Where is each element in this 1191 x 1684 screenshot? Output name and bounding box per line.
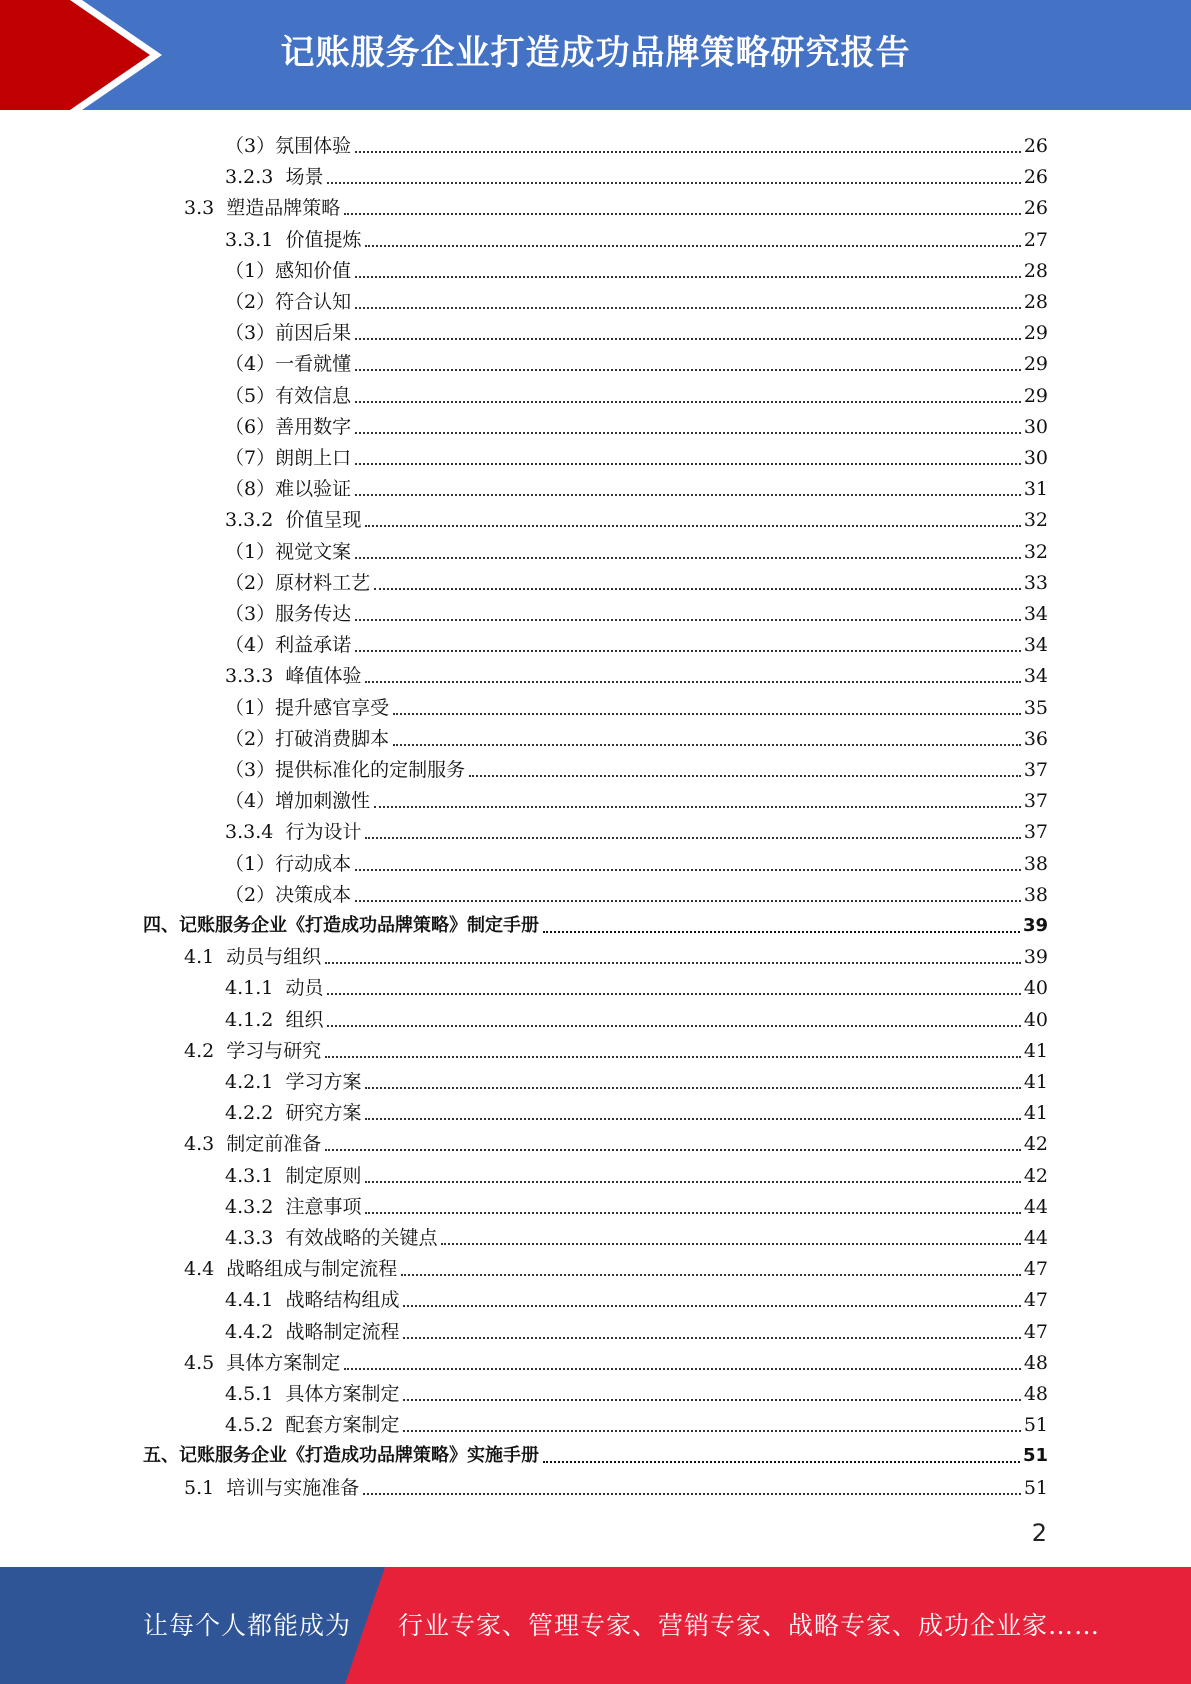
toc-entry-label: 制定原则: [285, 1164, 362, 1187]
toc-entry[interactable]: [225, 1406, 1048, 1437]
toc-entry-number: （3）: [225, 135, 276, 157]
toc-entry-label: 符合认知: [275, 291, 352, 313]
toc-entry-page: 51: [1023, 1476, 1048, 1499]
toc-dot-leader: [365, 1181, 1020, 1183]
toc-entry[interactable]: [225, 283, 1048, 314]
toc-entry-number: （2）: [225, 727, 276, 750]
toc-entry-label: 学习与研究: [226, 1039, 322, 1062]
toc-entry-page: 44: [1023, 1227, 1048, 1249]
toc-entry-number: 4.3.3: [225, 1227, 286, 1249]
toc-entry-label: 善用数字: [275, 415, 352, 438]
toc-entry-page: 32: [1023, 509, 1048, 532]
toc-entry-label: 氛围体验: [275, 135, 352, 157]
page-number: 2: [1031, 1519, 1047, 1547]
toc-dot-leader: [355, 338, 1021, 340]
toc-entry-label: 战略组成与制定流程: [226, 1258, 398, 1281]
toc-entry[interactable]: [225, 595, 1048, 626]
toc-dot-leader: [365, 1118, 1020, 1120]
toc-entry-number: （2）: [225, 571, 276, 594]
toc-entry[interactable]: [225, 751, 1048, 782]
toc-entry-label: 具体方案制定: [226, 1351, 341, 1374]
toc-entry-number: 5.1: [184, 1476, 227, 1499]
toc-entry[interactable]: [225, 626, 1048, 657]
toc-dot-leader: [355, 869, 1021, 871]
toc-entry-label: 有效信息: [275, 384, 352, 407]
toc-entry-label: 行动成本: [275, 852, 352, 875]
report-title: 记账服务企业打造成功品牌策略研究报告: [280, 33, 911, 73]
toc-entry-page: 47: [1023, 1289, 1048, 1312]
toc-entry-page: 51: [1022, 1445, 1048, 1467]
toc-dot-leader: [355, 619, 1021, 621]
toc-entry-page: 39: [1023, 946, 1048, 969]
toc-entry-label: 价值提炼: [285, 228, 362, 251]
toc-entry[interactable]: [225, 1094, 1048, 1125]
toc-entry-label: 培训与实施准备: [226, 1476, 360, 1499]
toc-entry-page: 47: [1023, 1258, 1048, 1281]
toc-entry[interactable]: [184, 1344, 1048, 1375]
toc-entry-page: 47: [1023, 1320, 1048, 1343]
toc-entry[interactable]: [225, 1001, 1048, 1032]
toc-entry-number: 4.5.2: [225, 1414, 286, 1437]
toc-entry[interactable]: [225, 876, 1048, 907]
toc-dot-leader: [543, 1461, 1020, 1463]
toc-entry-number: 3.2.3: [225, 166, 286, 189]
toc-entry-label: 动员与组织: [226, 946, 322, 969]
toc-entry-number: （4）: [225, 790, 276, 813]
toc-entry[interactable]: [184, 938, 1048, 969]
toc-entry-number: 4.2.2: [225, 1102, 286, 1125]
toc-entry-number: 4.3.1: [225, 1164, 286, 1187]
footer-slogan-right: 行业专家、管理专家、营销专家、战略专家、成功企业家……: [398, 1611, 1101, 1640]
toc-entry[interactable]: [225, 845, 1048, 876]
toc-dot-leader: [365, 1212, 1020, 1214]
toc-entry-number: 3.3: [184, 197, 227, 220]
toc-dot-leader: [365, 681, 1020, 683]
toc-entry-label: 原材料工艺: [275, 571, 371, 594]
toc-entry-label: 提供标准化的定制服务: [275, 759, 466, 781]
toc-entry[interactable]: [225, 969, 1048, 1000]
toc-entry-label: 战略结构组成: [285, 1289, 400, 1312]
toc-entry-label: 制定前准备: [226, 1133, 322, 1156]
toc-entry-label: 有效战略的关键点: [285, 1227, 438, 1249]
toc-entry-label: 学习方案: [285, 1071, 362, 1093]
toc-entry-label: 具体方案制定: [285, 1383, 400, 1405]
toc-entry-number: （1）: [225, 259, 276, 282]
toc-dot-leader: [327, 182, 1020, 184]
toc-entry-label: 服务传达: [275, 603, 352, 625]
toc-entry-number: （1）: [225, 696, 276, 719]
toc-entry-number: 4.1.2: [225, 1008, 286, 1031]
toc-entry-number: 4.3.2: [225, 1195, 286, 1218]
toc-entry-number: 3.3.4: [225, 821, 286, 844]
toc-entry-number: 3.3.3: [225, 665, 286, 688]
toc-entry-number: 4.2.1: [225, 1071, 286, 1093]
toc-dot-leader: [401, 1274, 1021, 1276]
toc-dot-leader: [441, 1243, 1020, 1245]
toc-entry[interactable]: [225, 158, 1048, 189]
toc-dot-leader: [327, 993, 1020, 995]
toc-entry-label: 五、记账服务企业《打造成功品牌策略》实施手册: [143, 1445, 539, 1467]
toc-entry[interactable]: [225, 470, 1048, 501]
toc-entry-label: 动员: [285, 977, 324, 1000]
toc-entry-number: （1）: [225, 852, 276, 875]
toc-entry-number: 3.3.1: [225, 228, 286, 251]
toc-entry[interactable]: [225, 1313, 1048, 1344]
toc-entry[interactable]: [225, 439, 1048, 470]
toc-entry-label: 四、记账服务企业《打造成功品牌策略》制定手册: [143, 915, 539, 936]
toc-dot-leader: [393, 744, 1021, 746]
toc-dot-leader: [374, 588, 1021, 590]
toc-entry[interactable]: [225, 1157, 1048, 1188]
toc-entry-number: （2）: [225, 291, 276, 313]
toc-entry-number: 4.1.1: [225, 977, 286, 1000]
toc-entry-label: 感知价值: [275, 259, 352, 282]
toc-entry-page: 26: [1023, 135, 1048, 157]
toc-entry-page: 28: [1023, 259, 1048, 282]
toc-entry-label: 难以验证: [275, 478, 352, 501]
toc-entry-page: 40: [1023, 977, 1048, 1000]
toc-entry-number: （3）: [225, 322, 276, 345]
toc-entry-number: 4.4.2: [225, 1320, 286, 1343]
toc-entry-page: 32: [1023, 540, 1048, 563]
toc-entry-page: 29: [1023, 384, 1048, 407]
toc-dot-leader: [355, 494, 1021, 496]
toc-entry-label: 峰值体验: [285, 665, 362, 688]
page-header: [0, 0, 1191, 110]
toc-entry-page: 33: [1023, 571, 1048, 594]
toc-dot-leader: [325, 1149, 1021, 1151]
toc-entry-number: （2）: [225, 883, 276, 906]
toc-entry-label: 增加刺激性: [275, 790, 371, 813]
toc-entry[interactable]: [184, 1032, 1048, 1063]
toc-entry-page: 39: [1022, 915, 1048, 936]
toc-entry[interactable]: [225, 782, 1048, 813]
toc-entry-page: 44: [1023, 1195, 1048, 1218]
toc-entry-label: 场景: [285, 166, 324, 189]
toc-entry-page: 34: [1023, 603, 1048, 625]
toc-entry[interactable]: [225, 689, 1048, 720]
toc-entry-page: 30: [1023, 447, 1048, 469]
toc-entry-number: （8）: [225, 478, 276, 501]
toc-dot-leader: [365, 837, 1020, 839]
toc-entry-number: （4）: [225, 634, 276, 657]
toc-dot-leader: [403, 1337, 1020, 1339]
toc-dot-leader: [403, 1399, 1020, 1401]
toc-entry-number: 4.5: [184, 1351, 227, 1374]
toc-entry-number: 4.5.1: [225, 1383, 286, 1405]
toc-entry-number: （4）: [225, 353, 276, 376]
toc-dot-leader: [403, 1305, 1020, 1307]
toc-entry-label: 注意事项: [285, 1195, 362, 1218]
page-footer: [0, 1567, 1191, 1684]
toc-entry-number: 4.2: [184, 1039, 227, 1062]
toc-entry-label: 研究方案: [285, 1102, 362, 1125]
toc-entry-page: 42: [1023, 1133, 1048, 1156]
toc-entry-page: 41: [1023, 1039, 1048, 1062]
toc-entry-page: 28: [1023, 291, 1048, 313]
toc-entry-label: 一看就懂: [275, 353, 352, 376]
toc-entry[interactable]: [225, 345, 1048, 376]
toc-dot-leader: [363, 1493, 1021, 1495]
toc-entry-page: 36: [1023, 727, 1048, 750]
toc-chapter-entry[interactable]: [143, 907, 1048, 938]
toc-entry[interactable]: [225, 564, 1048, 595]
toc-dot-leader: [325, 1056, 1021, 1058]
toc-entry-label: 前因后果: [275, 322, 352, 345]
toc-entry[interactable]: [184, 1250, 1048, 1281]
toc-entry[interactable]: [225, 127, 1048, 158]
toc-dot-leader: [393, 713, 1021, 715]
toc-entry-page: 31: [1023, 478, 1048, 501]
toc-entry-page: 40: [1023, 1008, 1048, 1031]
toc-entry-label: 战略制定流程: [285, 1320, 400, 1343]
toc-dot-leader: [344, 1368, 1021, 1370]
toc-entry-page: 27: [1023, 228, 1048, 251]
toc-entry-label: 价值呈现: [285, 509, 362, 532]
toc-entry[interactable]: [225, 533, 1048, 564]
toc-entry-page: 48: [1023, 1383, 1048, 1405]
toc-dot-leader: [355, 369, 1021, 371]
toc-entry-page: 41: [1023, 1071, 1048, 1093]
toc-dot-leader: [355, 900, 1021, 902]
toc-dot-leader: [327, 1025, 1020, 1027]
toc-entry[interactable]: [184, 1125, 1048, 1156]
toc-entry-page: 41: [1023, 1102, 1048, 1125]
toc-entry[interactable]: [225, 221, 1048, 252]
toc-entry-number: （3）: [225, 603, 276, 625]
toc-dot-leader: [344, 213, 1021, 215]
toc-dot-leader: [365, 245, 1020, 247]
toc-entry[interactable]: [225, 813, 1048, 844]
toc-entry-number: 4.4.1: [225, 1289, 286, 1312]
toc-entry[interactable]: [225, 252, 1048, 283]
toc-entry-number: （5）: [225, 384, 276, 407]
toc-entry-page: 26: [1023, 166, 1048, 189]
toc-dot-leader: [543, 931, 1020, 933]
toc-entry[interactable]: [225, 1188, 1048, 1219]
toc-dot-leader: [365, 1087, 1020, 1089]
toc-entry-page: 29: [1023, 353, 1048, 376]
toc-entry[interactable]: [225, 720, 1048, 751]
toc-entry-page: 37: [1023, 759, 1048, 781]
toc-entry-page: 30: [1023, 415, 1048, 438]
toc-dot-leader: [355, 432, 1021, 434]
toc-dot-leader: [355, 276, 1021, 278]
toc-entry-page: 51: [1023, 1414, 1048, 1437]
toc-entry-page: 37: [1023, 790, 1048, 813]
toc-entry-label: 提升感官享受: [275, 696, 390, 719]
toc-entry-number: （3）: [225, 759, 276, 781]
toc-entry-page: 37: [1023, 821, 1048, 844]
toc-dot-leader: [355, 401, 1021, 403]
toc-dot-leader: [325, 962, 1021, 964]
toc-entry-number: 4.3: [184, 1133, 227, 1156]
toc-entry[interactable]: [184, 1469, 1048, 1500]
toc-entry-number: （6）: [225, 415, 276, 438]
toc-entry-number: （7）: [225, 447, 276, 469]
toc-entry-label: 行为设计: [285, 821, 362, 844]
toc-entry-label: 塑造品牌策略: [226, 197, 341, 220]
toc-entry[interactable]: [225, 377, 1048, 408]
toc-entry-page: 38: [1023, 852, 1048, 875]
toc-entry-label: 利益承诺: [275, 634, 352, 657]
toc-entry-number: 4.1: [184, 946, 227, 969]
toc-entry-label: 打破消费脚本: [275, 727, 390, 750]
toc-entry[interactable]: [225, 314, 1048, 345]
toc-dot-leader: [355, 650, 1021, 652]
toc-chapter-entry[interactable]: [143, 1437, 1048, 1468]
toc-dot-leader: [355, 307, 1021, 309]
toc-entry[interactable]: [225, 1375, 1048, 1406]
toc-entry-page: 29: [1023, 322, 1048, 345]
toc-entry-page: 38: [1023, 883, 1048, 906]
toc-entry[interactable]: [225, 408, 1048, 439]
toc-entry-label: 配套方案制定: [285, 1414, 400, 1437]
toc-dot-leader: [355, 463, 1021, 465]
toc-dot-leader: [355, 151, 1021, 153]
toc-entry-page: 35: [1023, 696, 1048, 719]
toc-dot-leader: [365, 525, 1020, 527]
toc-entry-label: 决策成本: [275, 883, 352, 906]
toc-entry-number: 4.4: [184, 1258, 227, 1281]
toc-entry-page: 34: [1023, 634, 1048, 657]
toc-entry[interactable]: [225, 657, 1048, 688]
toc-entry[interactable]: [225, 1219, 1048, 1250]
footer-slogan-left: 让每个人都能成为: [143, 1611, 352, 1640]
toc-entry-page: 26: [1023, 197, 1048, 220]
toc-entry[interactable]: [184, 189, 1048, 220]
toc-entry-page: 48: [1023, 1351, 1048, 1374]
toc-dot-leader: [469, 775, 1021, 777]
toc-dot-leader: [374, 806, 1021, 808]
toc-dot-leader: [403, 1430, 1020, 1432]
toc-entry-number: 3.3.2: [225, 509, 286, 532]
toc-entry-number: （1）: [225, 540, 276, 563]
toc-entry[interactable]: [225, 1063, 1048, 1094]
toc-entry-page: 42: [1023, 1164, 1048, 1187]
toc-entry[interactable]: [225, 1281, 1048, 1312]
toc-entry[interactable]: [225, 501, 1048, 532]
toc-entry-label: 朗朗上口: [275, 447, 352, 469]
toc-dot-leader: [355, 557, 1021, 559]
toc-entry-label: 视觉文案: [275, 540, 352, 563]
toc-entry-page: 34: [1023, 665, 1048, 688]
toc-entry-label: 组织: [285, 1008, 324, 1031]
